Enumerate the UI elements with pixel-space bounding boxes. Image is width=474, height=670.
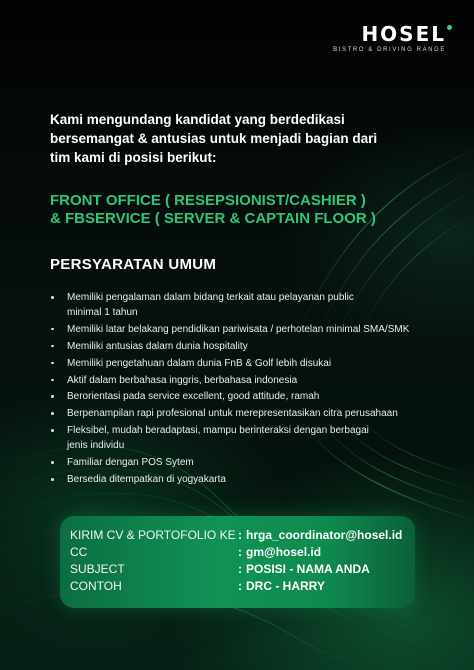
contact-email-link[interactable]: hrga_coordinator@hosel.id (246, 527, 403, 542)
contact-label: KIRIM CV & PORTOFOLIO KE (70, 527, 236, 542)
contact-row-subject (70, 560, 405, 577)
position-line: FRONT OFFICE ( RESEPSIONIST/CASHIER ) (50, 192, 366, 209)
intro-line: Kami mengundang kandidat yang berdedikasi (50, 112, 345, 127)
requirement-text: Berpenampilan rapi profesional untuk merepresentasikan citra perusahaan (67, 408, 398, 420)
requirement-item (50, 356, 445, 371)
contact-label: SUBJECT (70, 561, 125, 576)
intro-text (50, 110, 430, 167)
requirement-text: Memiliki pengetahuan dalam dunia FnB & Golf lebih disukai (67, 357, 332, 369)
requirement-text: Fleksibel, mudah beradaptasi, mampu berinteraksi dengan berbagai (67, 425, 369, 437)
contact-panel (60, 516, 415, 608)
requirement-text: Memiliki latar belakang pendidikan pariwisata / perhotelan minimal SMA/SMK (67, 323, 410, 335)
contact-subject-value: POSISI - NAMA ANDA (246, 561, 370, 576)
requirement-item (50, 373, 445, 388)
contact-separator: : (238, 561, 242, 576)
requirement-text: Memiliki pengalaman dalam bidang terkait atau pelayanan public (67, 292, 354, 303)
contact-separator: : (238, 527, 242, 542)
position-line: & FBSERVICE ( SERVER & CAPTAIN FLOOR ) (50, 210, 376, 227)
requirement-item (50, 472, 445, 487)
contact-cc-link[interactable]: gm@hosel.id (246, 544, 322, 559)
requirements-list (50, 290, 445, 489)
requirement-text: Bersedia ditempatkan di yogyakarta (67, 474, 226, 486)
contact-row-cc (70, 543, 405, 560)
requirement-text: Berorientasi pada service excellent, good attitude, ramah (67, 391, 320, 403)
brand-tagline: BISTRO & DRIVING RANGE (333, 47, 446, 53)
requirement-item (50, 389, 445, 404)
requirement-item (50, 322, 445, 337)
intro-line: tim kami di posisi berikut: (50, 150, 217, 165)
contact-label: CC (70, 544, 88, 559)
logo-dot-icon (447, 25, 452, 30)
requirement-item (50, 423, 445, 453)
requirements-title: PERSYARATAN UMUM (50, 256, 217, 273)
requirement-text-cont: jenis individu (67, 440, 125, 452)
contact-separator: : (238, 578, 242, 593)
contact-label: CONTOH (70, 578, 122, 593)
requirement-item (50, 455, 445, 470)
requirement-text: Aktif dalam berbahasa inggris, berbahasa indonesia (67, 374, 298, 386)
brand-logo (333, 22, 446, 53)
positions-heading (50, 192, 450, 228)
requirement-text: Memiliki antusias dalam dunia hospitality (67, 340, 248, 352)
intro-line: bersemangat & antusias untuk menjadi bagian dari (50, 131, 378, 146)
brand-name-text: HOSEL (361, 22, 446, 46)
brand-name (333, 22, 446, 46)
contact-row-email (70, 526, 405, 543)
requirement-item (50, 339, 445, 354)
contact-separator: : (238, 544, 242, 559)
requirement-text-cont: minimal 1 tahun (67, 307, 138, 318)
requirement-item (50, 406, 445, 421)
requirement-item (50, 290, 445, 320)
requirement-text: Familiar dengan POS Sytem (67, 457, 194, 469)
contact-example-value: DRC - HARRY (246, 578, 325, 593)
contact-row-example (70, 577, 405, 594)
